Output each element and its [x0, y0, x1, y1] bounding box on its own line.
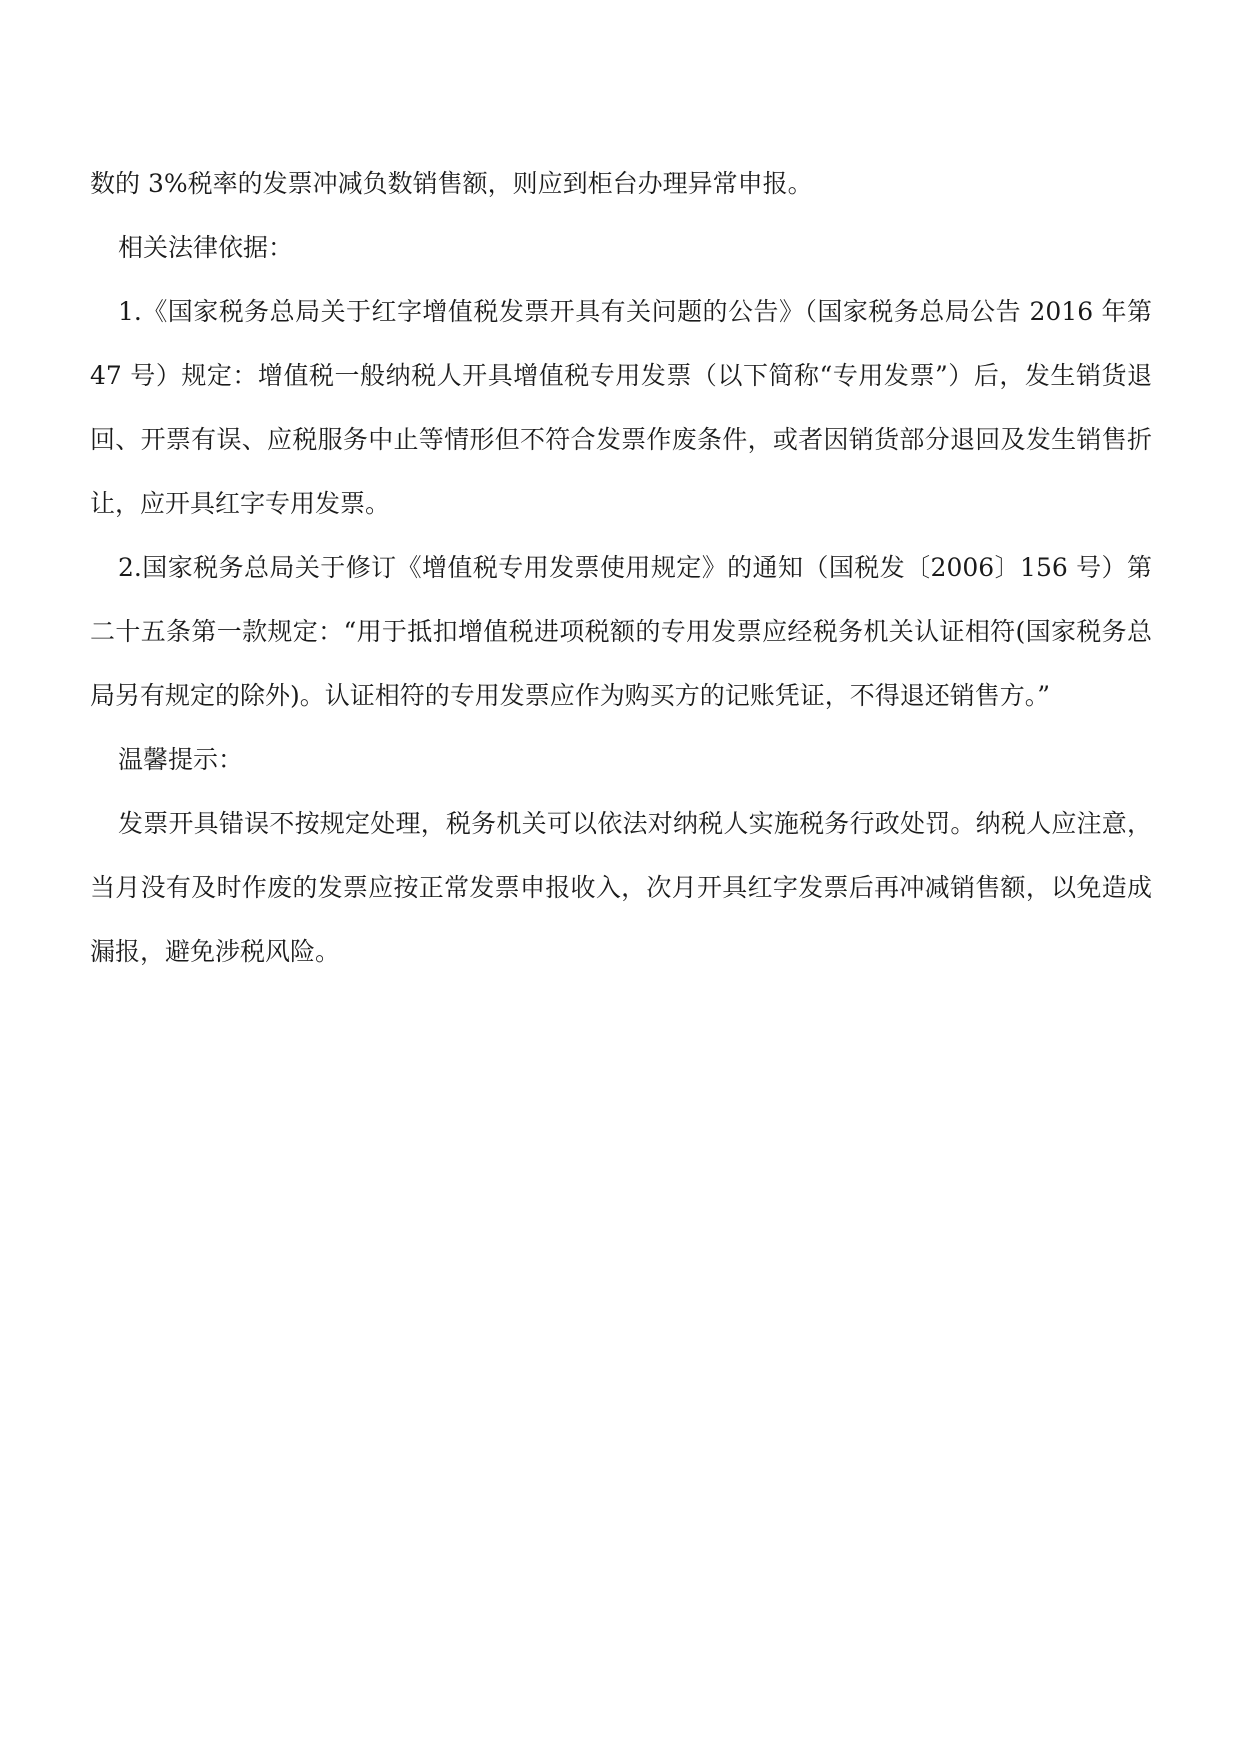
document-page [90, 152, 1152, 984]
paragraph-continuation: 数的 3%税率的发票冲减负数销售额，则应到柜台办理异常申报。 [90, 169, 813, 198]
tips-body: 发票开具错误不按规定处理，税务机关可以依法对纳税人实施税务行政处罚。纳税人应注意，当月没有及时作废的发票应按正常发票申报收入，次月开具红字发票后再冲减销售额，以免造成漏报，避免涉税风险。 [90, 809, 1152, 966]
legal-basis-item-2: 2.国家税务总局关于修订《增值税专用发票使用规定》的通知（国税发〔2006〕156 号）第二十五条第一款规定：“用于抵扣增值税进项税额的专用发票应经税务机关认证相符(国家税务总局另有规定的除外)。认证相符的专用发票应作为购买方的记账凭证，不得退还销售方。” [90, 553, 1152, 710]
legal-basis-item-1: 1.《国家税务总局关于红字增值税发票开具有关问题的公告》（国家税务总局公告 2016 年第 47 号）规定：增值税一般纳税人开具增值税专用发票（以下简称“专用发票”）后，发生销货退回、开票有误、应税服务中止等情形但不符合发票作废条件，或者因销货部分退回及发生销售折让，应开具红字专用发票。 [90, 297, 1152, 518]
tips-heading: 温馨提示： [118, 745, 244, 774]
legal-basis-heading: 相关法律依据： [118, 233, 294, 262]
